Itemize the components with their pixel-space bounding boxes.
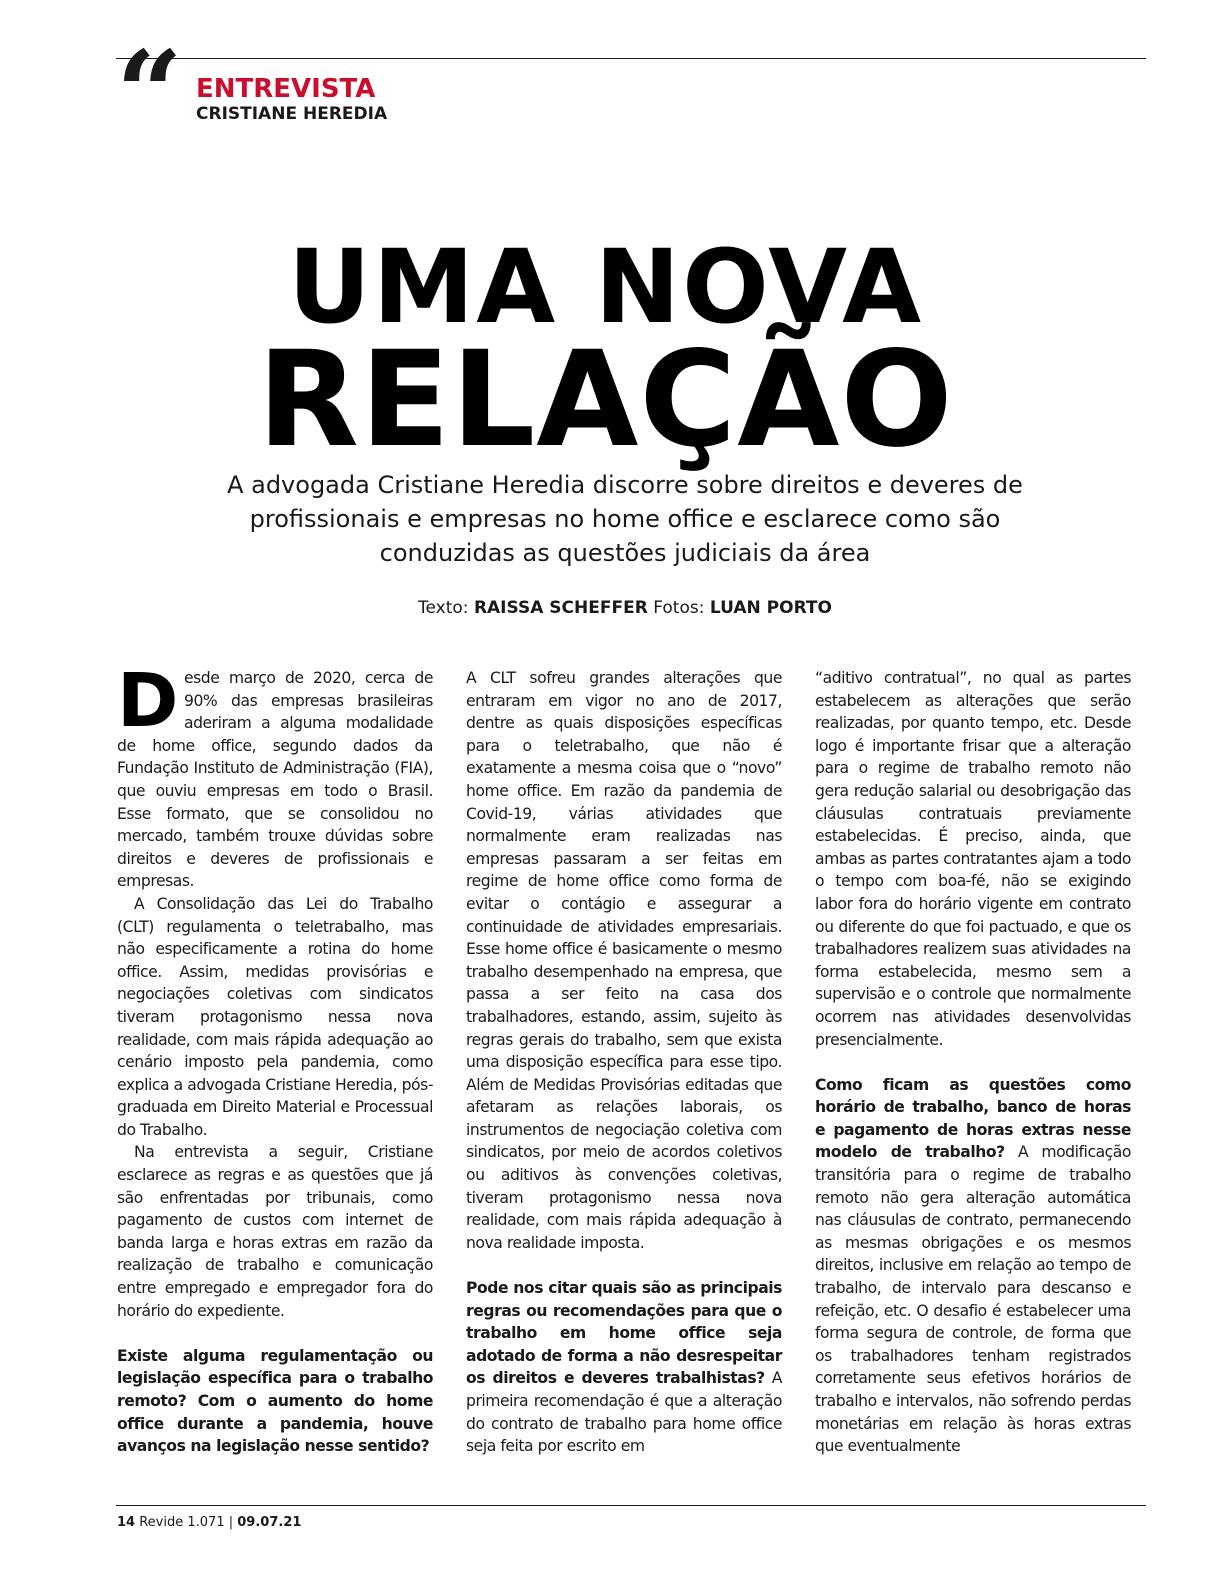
section-kicker: ENTREVISTA bbox=[196, 74, 376, 104]
standfirst: A advogada Cristiane Heredia discorre sobre direitos e deveres de profissionais e empresas no home office e esclarece como são conduzidas as questões judiciais da área bbox=[227, 471, 1023, 567]
issue-date: 09.07.21 bbox=[237, 1515, 302, 1530]
text-credit-label: Texto: bbox=[418, 598, 469, 618]
publication-issue: Revide 1.071 bbox=[139, 1515, 225, 1530]
paragraph-intro bbox=[117, 658, 433, 893]
paragraph-entrevista: Na entrevista a seguir, Cristiane esclarece as regras e as questões que já são enfrentadas por tribunais, como pagamento de custos com internet de banda larga e horas extras em razão da realização de trabalho e comunicação entre empregado e empregador fora do horário do expediente. bbox=[117, 1143, 433, 1320]
drop-cap: D bbox=[117, 658, 178, 744]
question-2: Pode nos citar quais são as principais regras ou recomendações para que o trabalho em home office seja adotado de forma a não desrespeitar os direitos e deveres trabalhistas? bbox=[466, 1279, 782, 1388]
question-3-block bbox=[815, 1074, 1131, 1458]
question-3: Como ficam as questões como horário de trabalho, banco de horas e pagamento de horas extras nesse modelo de trabalho? bbox=[815, 1075, 1131, 1162]
answer-3: A modificação transitória para o regime de trabalho remoto não gera alteração automática nas cláusulas de contrato, permanecendo as mesmas obrigações e os mesmos direitos, inclusive em relação ao tempo de trabalho, de intervalo para descanso e refeição, etc. O desafio é estabelecer uma forma segura de controle, de forma que os trabalhadores tenham registrados corretamente seus efetivos horários de trabalho e intervalos, não sofrendo perdas monetárias em relação às horas extras que eventualmente bbox=[815, 1143, 1131, 1456]
interview-subject: CRISTIANE HEREDIA bbox=[196, 104, 388, 124]
headline-line-1: UMA NOVA bbox=[287, 228, 924, 347]
text-credit-author: RAISSA SCHEFFER bbox=[473, 598, 648, 618]
headline-line-2: RELAÇÃO bbox=[257, 323, 954, 477]
answer-1: A CLT sofreu grandes alterações que entraram em vigor no ano de 2017, dentre as quais disposições específicas para o teletrabalho, que não é exatamente a mesma coisa que o “novo” home office. Em razão da pandemia de Covid-19, várias atividades que normalmente eram realizadas nas empresas passaram a ser feitas em regime de home office como forma de evitar o contágio e assegurar a continuidade de atividades empresariais. Esse home office é basicamente o mesmo trabalho desempenhado na empresa, que passa a ser feito na casa dos trabalhadores, estando, assim, sujeito às regras gerais do trabalho, sem que exista uma disposição específica para esse tipo. Além de Medidas Provisórias editadas que afetaram as relações laborais, os instrumentos de negociação coletiva com sindicatos, por meio de acordos coletivos ou aditivos às convenções coletivas, tiveram protagonismo nessa nova realidade, com mais rápida adequação à nova realidade imposta. bbox=[466, 669, 782, 1252]
question-1: Existe alguma regulamentação ou legislação específica para o trabalho remoto? Com o aumento do home office durante a pandemia, houve avanços na legislação nesse sentido? bbox=[117, 1346, 433, 1456]
bottom-rule bbox=[116, 1505, 1146, 1506]
body-column-3 bbox=[815, 667, 1131, 1458]
quote-mark-icon: “ bbox=[116, 26, 177, 162]
photo-credit-label: Fotos: bbox=[653, 598, 705, 618]
footer-separator: | bbox=[228, 1515, 234, 1530]
top-rule bbox=[116, 58, 1146, 59]
byline bbox=[0, 597, 1211, 619]
page-number: 14 bbox=[117, 1515, 136, 1530]
body-column-2 bbox=[466, 667, 782, 1458]
paragraph-intro-text: esde março de 2020, cerca de 90% das empresas brasileiras aderiram a alguma modalidade de home office, segundo dados da Fundação Instituto de Administração (FIA), que ouviu empresas em todo o Brasil. Esse formato, que se consolidou no mercado, também trouxe dúvidas sobre direitos e deveres de profissionais e empresas. bbox=[117, 669, 433, 891]
page-footer bbox=[117, 1514, 301, 1532]
question-2-block bbox=[466, 1277, 782, 1458]
paragraph-clt: A Consolidação das Lei do Trabalho (CLT) regulamenta o teletrabalho, mas não especificamente a rotina do home office. Assim, medidas provisórias e negociações coletivas com sindicatos tiveram protagonismo nessa nova realidade, com mais rápida adequação ao cenário imposto pela pandemia, como explica a advogada Cristiane Heredia, pós-graduada em Direito Material e Processual do Trabalho. bbox=[117, 894, 433, 1139]
answer-2-continued: “aditivo contratual”, no qual as partes estabelecem as alterações que serão realizadas, por quanto tempo, etc. Desde logo é importante frisar que a alteração para o regime de trabalho remoto não gera redução salarial ou desobrigação das cláusulas contratuais previamente estabelecidas. É preciso, ainda, que ambas as partes contratantes ajam a todo o tempo com boa-fé, não se exigindo labor fora do horário vigente em contrato ou diferente do que foi pactuado, e que os trabalhadores realizem suas atividades na forma estabelecida, mesmo sem a supervisão e o controle que normalmente ocorrem nas atividades desenvolvidas presencialmente. bbox=[815, 669, 1131, 1049]
answer-2-start: A primeira recomendação é que a alteração do contrato de trabalho para home office seja feita por escrito em bbox=[466, 1369, 782, 1456]
body-column-1 bbox=[117, 658, 433, 1458]
photo-credit-author: LUAN PORTO bbox=[709, 598, 832, 618]
